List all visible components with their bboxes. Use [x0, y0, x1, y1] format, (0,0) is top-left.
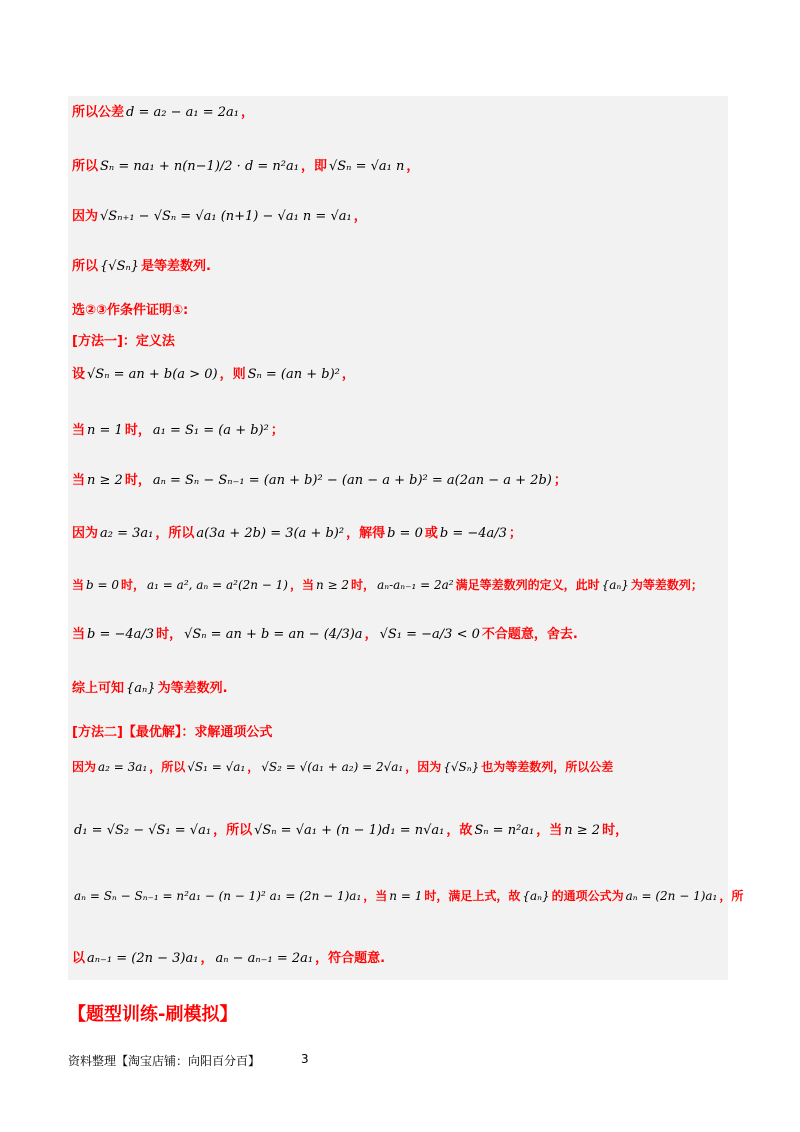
line-16: d₁ = √S₂ − √S₁ = √a₁ ，所以 √Sₙ = √a₁ + (n − 1)d₁ = n√a₁ ，故 Sₙ = n²a₁ ，当 n ≥ 2 时， [74, 823, 629, 838]
line-9: 当 n ≥ 2 时， aₙ = Sₙ − Sₙ₋₁ = (an + b)² − (an − a + b)² = a(2an − a + 2b) ； [72, 473, 567, 488]
line-18: 以 aₙ₋₁ = (2n − 3)a₁ ， aₙ − aₙ₋₁ = 2a₁ ，符合题意. [72, 951, 386, 966]
line-3: 因为 √Sₙ₊₁ − √Sₙ = √a₁ (n+1) − √a₁ n = √a₁ ， [72, 209, 367, 224]
line-13: 综上可知 {aₙ} 为等差数列. [72, 681, 228, 696]
line-14: [方法二]【最优解】：求解通项公式 [72, 725, 273, 740]
line-4: 所以 {√Sₙ} 是等差数列. [72, 259, 211, 274]
line-7: 设 √Sₙ = an + b(a > 0) ，则 Sₙ = (an + b)² ， [72, 367, 355, 382]
line-10: 因为 a₂ = 3a₁ ，所以 a(3a + 2b) = 3(a + b)² ，解得 b = 0 或 b = −4a/3 ； [72, 526, 522, 541]
line-6: [方法一]：定义法 [72, 334, 175, 349]
page-number: 3 [301, 1052, 309, 1066]
line-17: aₙ = Sₙ − Sₙ₋₁ = n²a₁ − (n − 1)² a₁ = (2n − 1)a₁ ，当 n = 1 时，满足上式，故 {aₙ} 的通项公式为 aₙ = (2n − 1)a₁ ，所 [74, 889, 744, 903]
footer-text: 资料整理【淘宝店铺：向阳百分百】 [68, 1054, 261, 1068]
line-8: 当 n = 1 时， a₁ = S₁ = (a + b)² ； [72, 423, 284, 438]
line-12: 当 b = −4a/3 时， √Sₙ = an + b = an − (4/3)a ， √S₁ = −a/3 < 0 不合题意，舍去. [72, 627, 578, 642]
line-2: 所以 Sₙ = na₁ + n(n−1)/2 · d = n²a₁ ，即 √Sₙ = √a₁ n ， [72, 159, 420, 174]
line-11: 当 b = 0 时， a₁ = a², aₙ = a²(2n − 1) ，当 n ≥ 2 时， aₙ-aₙ₋₁ = 2a² 满足等差数列的定义，此时 {aₙ} 为等差数列； [72, 578, 703, 592]
line-15: 因为 a₂ = 3a₁ ，所以 √S₁ = √a₁ ， √S₂ = √(a₁ + a₂) = 2√a₁ ，因为 {√Sₙ} 也为等差数列，所以公差 [72, 760, 614, 774]
line-1: 所以公差 d = a₂ − a₁ = 2a₁ ， [72, 105, 254, 120]
section-title: 【题型训练-刷模拟】 [68, 1004, 238, 1025]
line-5: 选②③作条件证明①: [72, 303, 189, 318]
